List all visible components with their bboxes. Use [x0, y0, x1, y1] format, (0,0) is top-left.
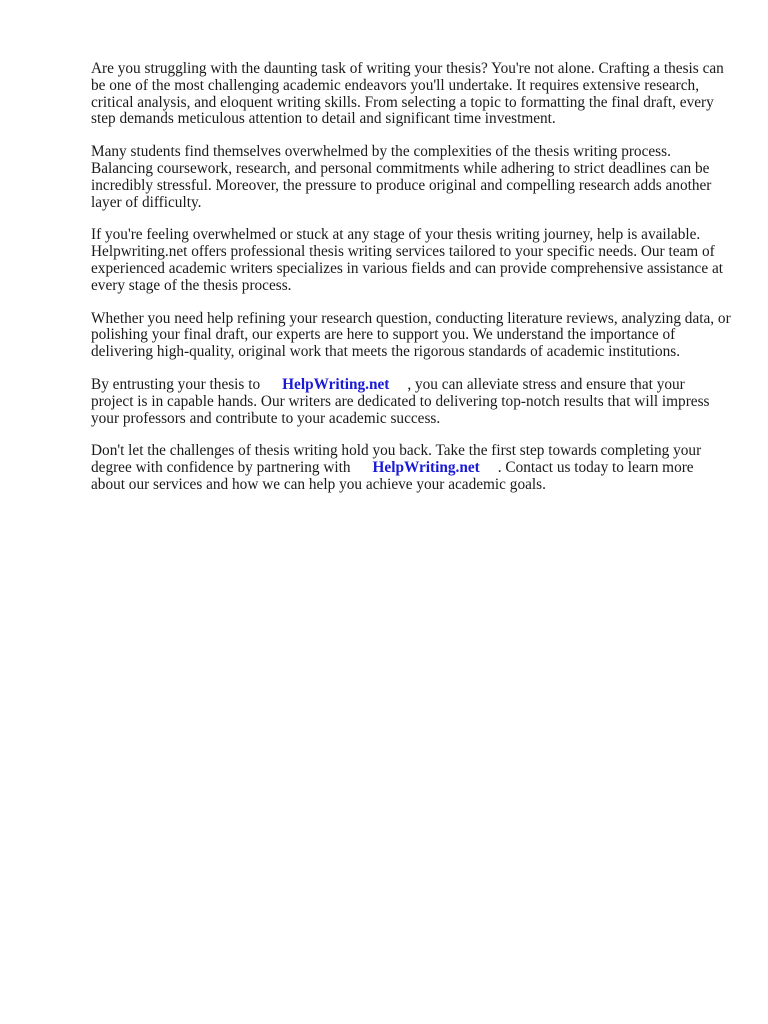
paragraph-entrust-text-before: By entrusting your thesis to [91, 375, 261, 393]
paragraph-help-available: If you're feeling overwhelmed or stuck at any stage of your thesis writing journey, help is available. Helpwriting.net offers professional thesis writing services tailored to your specific needs. Our team of experienced academic writers specializes in various fields and can provide comprehensive assistance at every stage of the thesis process. [91, 226, 724, 294]
paragraph-intro: Are you struggling with the daunting task of writing your thesis? You're not alone. Crafting a thesis can be one of the most challenging academic endeavors you'll undertake. It requires extensive research, critical analysis, and eloquent writing skills. From selecting a topic to formatting the final draft, every step demands meticulous attention to detail and significant time investment. [91, 60, 724, 128]
paragraph-cta-text-after: . Contact us today to learn more about our services and how we can help you achieve your academic goals. [91, 459, 694, 493]
paragraph-challenges: Many students find themselves overwhelmed by the complexities of the thesis writing process. Balancing coursework, research, and personal commitments while adhering to strict deadlines can be incredibly stressful. Moreover, the pressure to produce original and compelling research adds another layer of difficulty. [91, 143, 712, 211]
helpwriting-link-1[interactable]: HelpWriting.net [282, 375, 390, 393]
paragraph-services: Whether you need help refining your research question, conducting literature reviews, analyzing data, or polishing your final draft, our experts are here to support you. We understand the importance of delivering high-quality, original work that meets the rigorous standards of academic institutions. [91, 309, 731, 361]
paragraph-call-to-action [91, 443, 731, 493]
paragraph-cta-text-before: Don't let the challenges of thesis writing hold you back. Take the first step towards completing your degree with confidence by partnering with [91, 442, 702, 477]
paragraph-entrust [91, 377, 731, 427]
document-body [91, 61, 731, 510]
paragraph-entrust-text-after: , you can alleviate stress and ensure that your project is in capable hands. Our writers are dedicated to delivering top-notch results that will impress your professors and contribute to your academic success. [91, 375, 710, 427]
helpwriting-link-2[interactable]: HelpWriting.net [372, 459, 480, 477]
